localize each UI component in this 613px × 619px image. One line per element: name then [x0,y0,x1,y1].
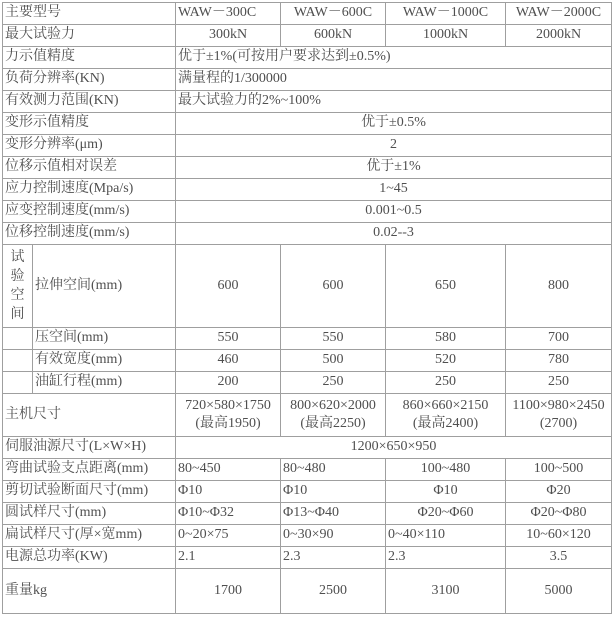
table-row-displacement-control-rate [3,223,612,245]
row-label-deformation-resolution: 变形分辨率(μm) [3,135,176,157]
table-row-load-resolution [3,69,612,91]
cell-compression-space-1: 550 [176,328,281,350]
cell-model-4: WAW－2000C [506,3,612,25]
cell-shear-size-4: Φ20 [506,481,612,503]
spec-table [2,2,612,614]
cell-cylinder-stroke-2: 250 [281,372,386,394]
cell-weight-4: 5000 [506,569,612,614]
test-space-spacer-cell [3,328,33,350]
row-label-tension-space: 拉伸空间(mm) [33,245,176,328]
cell-bending-span-4: 100~500 [506,459,612,481]
cell-machine-size-4 [506,394,612,437]
cell-displacement-control-rate: 0.02--3 [176,223,612,245]
machine-size-dims: 720×580×1750 [185,397,271,413]
cell-machine-size-1 [176,394,281,437]
table-row-flat-specimen-size [3,525,612,547]
table-row-tension-space [3,245,612,328]
cell-tension-space-3: 650 [386,245,506,328]
cell-round-specimen-3: Φ20~Φ60 [386,503,506,525]
cell-flat-specimen-2: 0~30×90 [281,525,386,547]
cell-machine-size-2 [281,394,386,437]
cell-shear-size-2: Φ10 [281,481,386,503]
table-row-shear-section-size [3,481,612,503]
cell-max-force-1: 300kN [176,25,281,47]
cell-max-force-3: 1000kN [386,25,506,47]
cell-round-specimen-1: Φ10~Φ32 [176,503,281,525]
row-label-cylinder-stroke: 油缸行程(mm) [33,372,176,394]
table-row-total-power [3,547,612,569]
table-row-effective-width [3,350,612,372]
cell-strain-control-rate: 0.001~0.5 [176,201,612,223]
cell-flat-specimen-3: 0~40×110 [386,525,506,547]
cell-deformation-resolution: 2 [176,135,612,157]
cell-load-resolution: 满量程的1/300000 [176,69,612,91]
cell-model-3: WAW－1000C [386,3,506,25]
cell-effective-force-range: 最大试验力的2%~100% [176,91,612,113]
cell-servo-oil-source-size: 1200×650×950 [176,437,612,459]
table-row-weight [3,569,612,614]
cell-weight-2: 2500 [281,569,386,614]
table-row-main-machine-size [3,394,612,437]
row-label-weight: 重量kg [3,569,176,614]
table-row-cylinder-stroke [3,372,612,394]
table-row-deformation-resolution [3,135,612,157]
cell-bending-span-3: 100~480 [386,459,506,481]
row-label-total-power: 电源总功率(KW) [3,547,176,569]
row-label-strain-control-rate: 应变控制速度(mm/s) [3,201,176,223]
cell-total-power-3: 2.3 [386,547,506,569]
table-row-bending-span [3,459,612,481]
table-row-models [3,3,612,25]
cell-force-value-accuracy: 优于±1%(可按用户要求达到±0.5%) [176,47,612,69]
cell-shear-size-1: Φ10 [176,481,281,503]
cell-stress-control-rate: 1~45 [176,179,612,201]
table-row-deformation-accuracy [3,113,612,135]
cell-deformation-accuracy: 优于±0.5% [176,113,612,135]
cell-max-force-4: 2000kN [506,25,612,47]
cell-tension-space-4: 800 [506,245,612,328]
table-row-servo-oil-source-size [3,437,612,459]
cell-max-force-2: 600kN [281,25,386,47]
row-label-models: 主要型号 [3,3,176,25]
cell-total-power-2: 2.3 [281,547,386,569]
table-row-force-value-accuracy [3,47,612,69]
row-label-flat-specimen-size: 扁试样尺寸(厚×宽mm) [3,525,176,547]
row-label-bending-span: 弯曲试验支点距离(mm) [3,459,176,481]
row-label-displacement-control-rate: 位移控制速度(mm/s) [3,223,176,245]
cell-shear-size-3: Φ10 [386,481,506,503]
row-label-compression-space: 压空间(mm) [33,328,176,350]
test-space-vertical-label: 试验空间 [10,250,25,322]
row-label-displacement-error: 位移示值相对误差 [3,157,176,179]
machine-size-max-height: (最高2400) [412,416,479,431]
cell-cylinder-stroke-1: 200 [176,372,281,394]
row-label-servo-oil-source-size: 伺服油源尺寸(L×W×H) [3,437,176,459]
cell-effective-width-4: 780 [506,350,612,372]
cell-bending-span-2: 80~480 [281,459,386,481]
cell-displacement-error: 优于±1% [176,157,612,179]
cell-tension-space-1: 600 [176,245,281,328]
table-row-round-specimen-size [3,503,612,525]
machine-size-dims: 860×660×2150 [402,397,489,413]
row-label-main-machine-size: 主机尺寸 [3,394,176,437]
row-label-effective-width: 有效宽度(mm) [33,350,176,372]
test-space-spacer-cell [3,372,33,394]
cell-compression-space-4: 700 [506,328,612,350]
cell-model-1: WAW－300C [176,3,281,25]
machine-size-max-height: (最高2250) [300,416,366,431]
cell-round-specimen-2: Φ13~Φ40 [281,503,386,525]
cell-compression-space-3: 580 [386,328,506,350]
row-label-load-resolution: 负荷分辨率(KN) [3,69,176,91]
row-label-effective-force-range: 有效测力范围(KN) [3,91,176,113]
machine-size-dims: 1100×980×2450 [512,397,605,413]
table-row-stress-control-rate [3,179,612,201]
machine-size-dims: 800×620×2000 [290,397,376,413]
cell-weight-1: 1700 [176,569,281,614]
cell-compression-space-2: 550 [281,328,386,350]
table-row-effective-force-range [3,91,612,113]
cell-effective-width-2: 500 [281,350,386,372]
table-row-max-test-force [3,25,612,47]
cell-model-2: WAW－600C [281,3,386,25]
cell-effective-width-3: 520 [386,350,506,372]
cell-bending-span-1: 80~450 [176,459,281,481]
table-row-displacement-error [3,157,612,179]
cell-cylinder-stroke-4: 250 [506,372,612,394]
group-label-test-space [3,245,33,328]
cell-flat-specimen-1: 0~20×75 [176,525,281,547]
cell-weight-3: 3100 [386,569,506,614]
cell-flat-specimen-4: 10~60×120 [506,525,612,547]
row-label-shear-section-size: 剪切试验断面尺寸(mm) [3,481,176,503]
cell-round-specimen-4: Φ20~Φ80 [506,503,612,525]
row-label-force-value-accuracy: 力示值精度 [3,47,176,69]
cell-effective-width-1: 460 [176,350,281,372]
row-label-stress-control-rate: 应力控制速度(Mpa/s) [3,179,176,201]
machine-size-max-height: (最高1950) [195,416,261,431]
cell-total-power-4: 3.5 [506,547,612,569]
row-label-max-test-force: 最大试验力 [3,25,176,47]
row-label-round-specimen-size: 圆试样尺寸(mm) [3,503,176,525]
cell-cylinder-stroke-3: 250 [386,372,506,394]
cell-machine-size-3 [386,394,506,437]
cell-tension-space-2: 600 [281,245,386,328]
table-row-strain-control-rate [3,201,612,223]
row-label-deformation-accuracy: 变形示值精度 [3,113,176,135]
test-space-spacer-cell [3,350,33,372]
machine-size-max-height: (2700) [539,416,578,431]
cell-total-power-1: 2.1 [176,547,281,569]
table-row-compression-space [3,328,612,350]
